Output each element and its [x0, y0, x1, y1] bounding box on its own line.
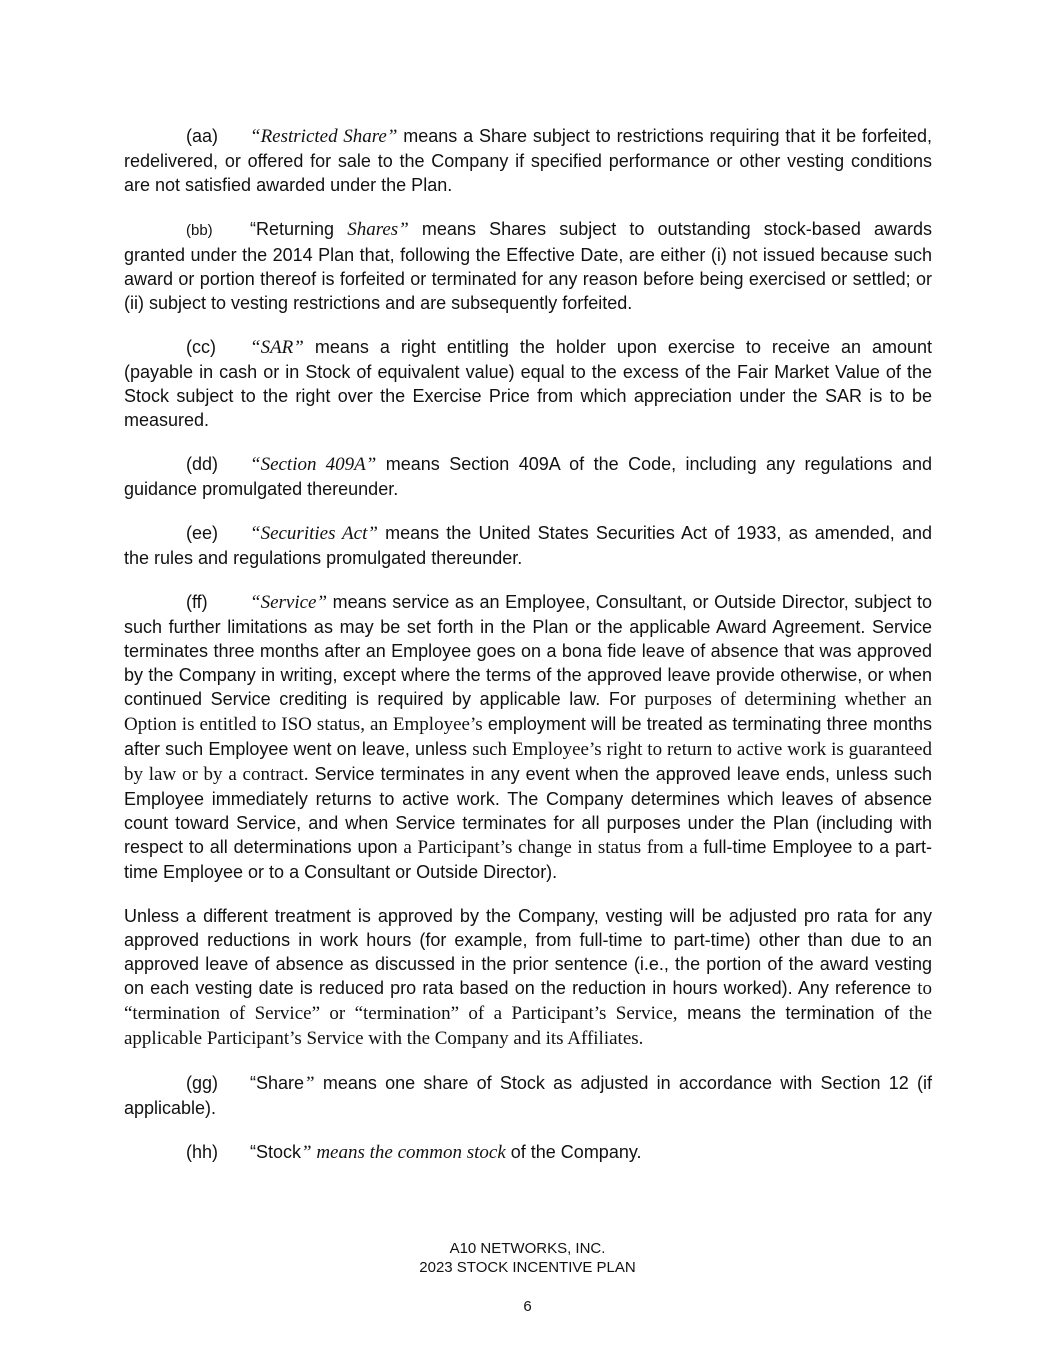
defined-term: “Restricted Share” [250, 126, 398, 147]
definition-number: (ff) [186, 592, 208, 612]
defined-term-open: “Share [250, 1073, 305, 1093]
footer-company: A10 NETWORKS, INC. [449, 1240, 606, 1257]
definition-bb [124, 217, 932, 315]
definition-ee [124, 521, 932, 570]
defined-term-italic: Shares” [347, 219, 409, 240]
definition-number: (bb) [186, 222, 213, 239]
defined-term-open: “Returning [250, 219, 348, 239]
defined-term: “Securities Act” [250, 523, 378, 544]
definition-number: (aa) [186, 126, 219, 146]
definition-text: means a Share subject to restrictions requiring that it be forfeited, redelivered, or offered for sale to the Company if specified performance or other vesting conditions are not satisfied awarded under the Plan. [124, 126, 932, 195]
definition-ff [124, 590, 932, 884]
footer-plan-title: 2023 STOCK INCENTIVE PLAN [419, 1259, 636, 1276]
definition-cc [124, 335, 932, 432]
definition-text: employment will be treated as terminating three months after such Employee went on leave, unless [124, 714, 932, 759]
paragraph-text: Unless a different treatment is approved by the Company, vesting will be adjusted pro rata for any approved reductions in work hours (for example, from full-time to part-time) other than due to an approved leave of absence as discussed in the prior sentence (i.e., the portion of the award vesting on each vesting date is reduced pro rata based on the reduction in hours worked). Any reference [124, 906, 932, 998]
defined-term-open: “Stock [250, 1142, 302, 1162]
definition-text: means a right entitling the holder upon exercise to receive an amount (payable in cash or in Stock of equivalent value) equal to the excess of the Fair Market Value of the Stock subject to the right over the Exercise Price from which appreciation under the SAR is to be measured. [124, 337, 932, 430]
defined-term-italic: ” means the common stock [301, 1142, 506, 1163]
definition-text: means one share of Stock as adjusted in accordance with Section 12 (if applicable). [124, 1073, 932, 1118]
definition-text-serif: a Participant’s change in status from a [403, 837, 698, 858]
definition-text: of the Company. [505, 1142, 642, 1162]
definition-gg [124, 1071, 932, 1120]
paragraph-text-serif: to “termination of Service” or “termination” of a Participant’s Service, [124, 978, 932, 1024]
document-footer [0, 1239, 1055, 1277]
definition-dd [124, 452, 932, 501]
document-body [124, 124, 932, 1185]
defined-term: “SAR” [250, 337, 304, 358]
page-number: 6 [523, 1298, 532, 1315]
defined-term: “Service” [250, 592, 328, 613]
defined-term: “Section 409A” [250, 454, 377, 475]
definition-aa [124, 124, 932, 197]
definition-text: means Section 409A of the Code, including any regulations and guidance promulgated thereunder. [124, 454, 932, 499]
definition-text: Service terminates in any event when the approved leave ends, unless such Employee immediately returns to active work. The Company determines which leaves of absence count toward Service, and when Service terminates for all purposes under the Plan (including with respect to all determinations upon [124, 764, 932, 857]
paragraph-text: means the termination of [677, 1003, 909, 1023]
definition-text: means service as an Employee, Consultant, or Outside Director, subject to such further limitations as may be set forth in the Plan or the applicable Award Agreement. Service terminates three months after an Employee goes on a bona fide leave of absence that was approved by the Company in writing, except where the terms of the approved leave provide otherwise, or when continued Service crediting is required by applicable law. For [124, 592, 932, 709]
definition-number: (ee) [186, 523, 219, 543]
definition-number: (hh) [186, 1142, 219, 1162]
definition-number: (cc) [186, 337, 216, 357]
paragraph-text-serif: the applicable Participant’s Service with the Company and its Affiliates. [124, 1003, 933, 1049]
definition-ff-continuation [124, 904, 932, 1051]
definition-text: means Shares subject to outstanding stock-based awards granted under the 2014 Plan that, following the Effective Date, are either (i) not issued because such award or portion thereof is forfeited or terminated for any reason before being exercised or settled; or (ii) subject to vesting restrictions and are subsequently forfeited. [124, 219, 932, 313]
definition-text-serif: purposes of determining whether an Option is entitled to ISO status, an Employee’s [124, 689, 933, 735]
definition-text: full-time Employee to a part-time Employee or to a Consultant or Outside Director). [124, 837, 933, 882]
defined-term-close: ” [304, 1073, 315, 1094]
definition-text-serif: such Employee’s right to return to active work is guaranteed by law or by a contract. [124, 739, 932, 785]
definition-number: (gg) [186, 1073, 219, 1093]
definition-hh [124, 1140, 932, 1165]
definition-number: (dd) [186, 454, 219, 474]
definition-text: means the United States Securities Act of 1933, as amended, and the rules and regulations promulgated thereunder. [124, 523, 932, 568]
